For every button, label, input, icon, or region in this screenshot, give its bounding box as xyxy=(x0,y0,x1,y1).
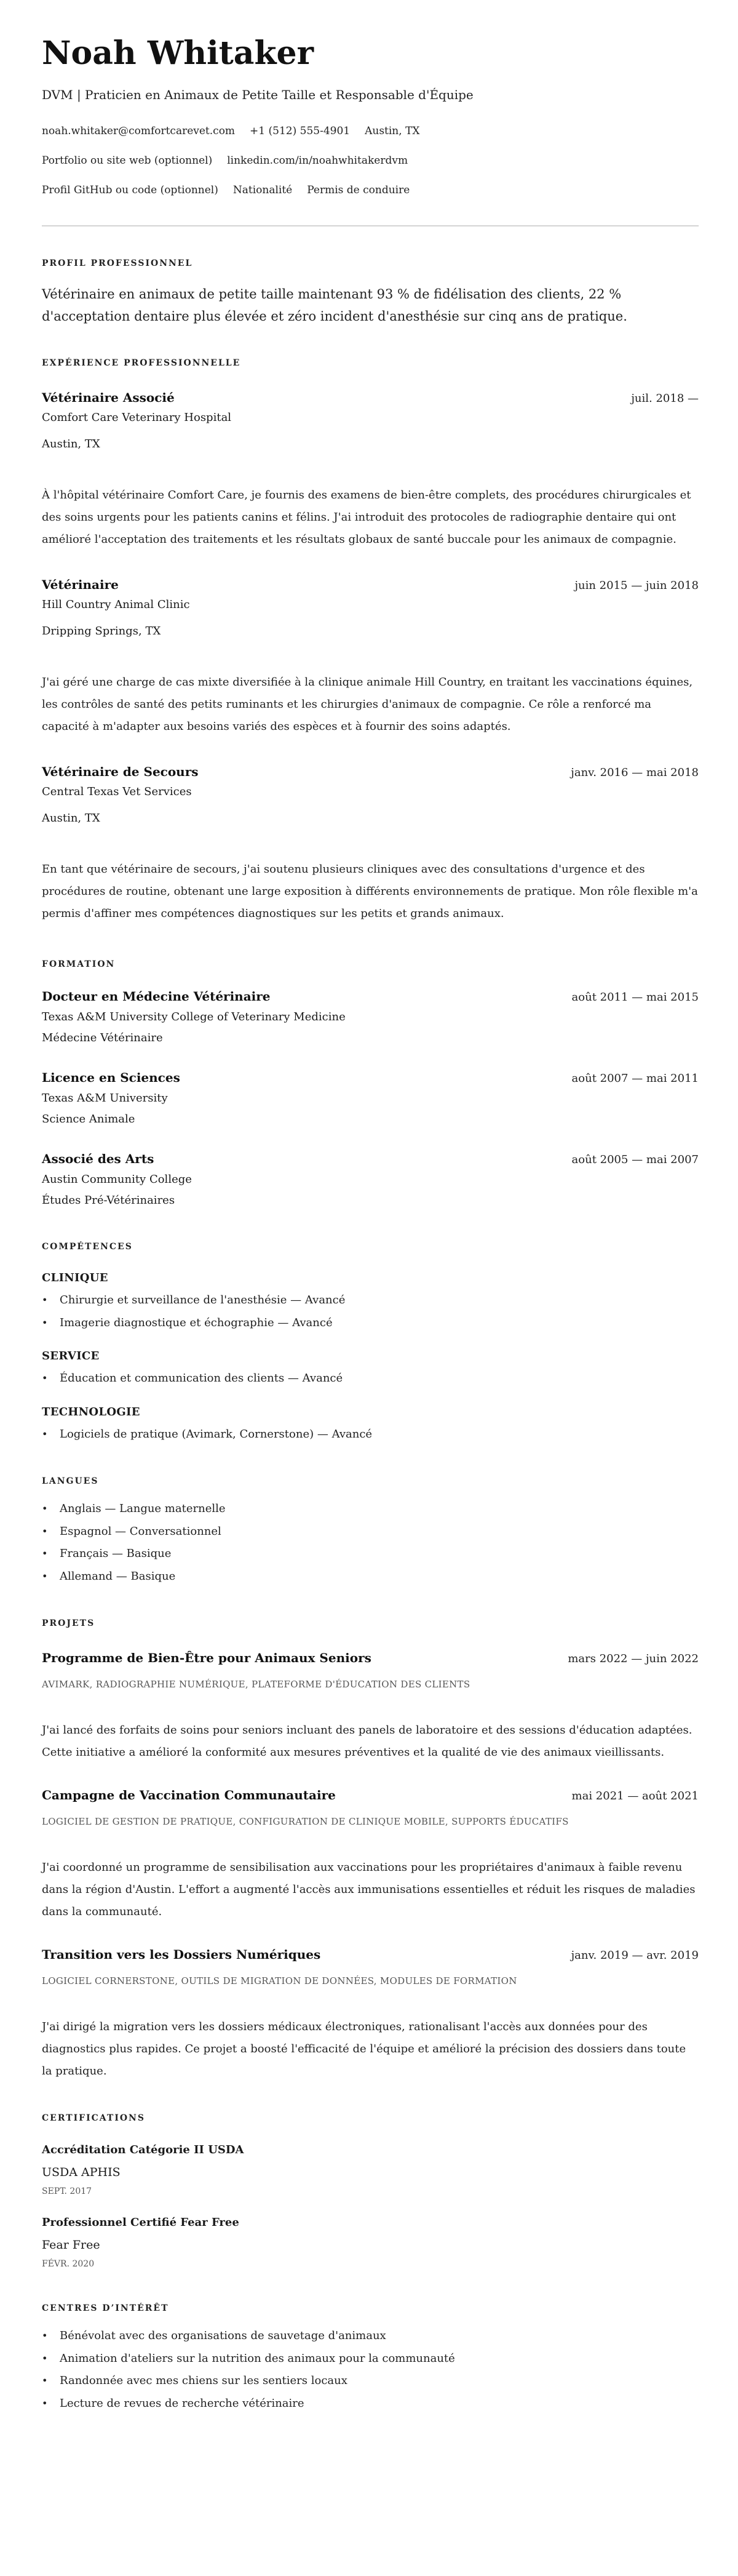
contact-line xyxy=(42,122,699,140)
job-company: Hill Country Animal Clinic xyxy=(42,598,190,611)
nationality: Nationalité xyxy=(232,184,293,196)
degree-title: Associé des Arts xyxy=(42,1151,154,1166)
job-company: Central Texas Vet Services xyxy=(42,785,192,798)
candidate-headline: DVM | Praticien en Animaux de Petite Taille et Responsable d'Équipe xyxy=(42,87,474,102)
project-description: J'ai dirigé la migration vers les dossiers médicaux électroniques, rationalisant l'accès aux données pour des diagnostics plus rapides. Ce projet a boosté l'efficacité de l'équipe et amélioré la précision des dossiers dans toute la pratique. xyxy=(42,2020,686,2078)
skill-list xyxy=(42,1367,699,1390)
contact-line xyxy=(42,152,699,169)
skills-section xyxy=(42,1241,699,1446)
language-item: • Français — Basique xyxy=(42,1543,699,1566)
skill-category: CLINIQUE xyxy=(42,1271,108,1284)
education-dates: août 2005 — mai 2007 xyxy=(571,1153,699,1166)
candidate-name: Noah Whitaker xyxy=(42,34,314,72)
skill-list xyxy=(42,1289,699,1334)
job-location: Austin, TX xyxy=(42,438,100,450)
skill-item: • Imagerie diagnostique et échographie — Avancé xyxy=(42,1312,699,1335)
project-dates: mars 2022 — juin 2022 xyxy=(568,1652,699,1665)
summary-section xyxy=(42,257,699,327)
language-item: • Allemand — Basique xyxy=(42,1566,699,1588)
drivers-license: Permis de conduire xyxy=(307,184,410,196)
skill-item: • Logiciels de pratique (Avimark, Cornerstone) — Avancé xyxy=(42,1423,699,1446)
school-name: Austin Community College xyxy=(42,1173,192,1186)
field-of-study: Médecine Vétérinaire xyxy=(42,1031,163,1044)
project-description: J'ai coordonné un programme de sensibilisation aux vaccinations pour les propriétaires d'animaux à faible revenu dans la région d'Austin. L'effort a augmenté l'accès aux immunisations essentielles et réduit les risques de maladies dans la communauté. xyxy=(42,1861,696,1918)
interest-list xyxy=(42,2325,699,2415)
job-location: Austin, TX xyxy=(42,812,100,825)
certifications-section xyxy=(42,2112,699,2270)
skill-list xyxy=(42,1423,699,1446)
certification-date: SEPT. 2017 xyxy=(42,2186,92,2196)
github-link[interactable]: Profil GitHub ou code (optionnel) xyxy=(42,184,218,196)
job-location: Dripping Springs, TX xyxy=(42,625,161,638)
job-entry xyxy=(42,575,699,738)
project-title: Transition vers les Dossiers Numériques xyxy=(42,1947,321,1962)
project-dates: janv. 2019 — avr. 2019 xyxy=(571,1949,699,1962)
field-of-study: Science Animale xyxy=(42,1113,135,1126)
portfolio-link[interactable]: Portfolio ou site web (optionnel) xyxy=(42,154,213,167)
section-heading: CERTIFICATIONS xyxy=(42,2113,145,2123)
header-divider xyxy=(42,225,699,226)
school-name: Texas A&M University College of Veterinary Medicine xyxy=(42,1010,346,1023)
section-heading: CENTRES D’INTÉRÊT xyxy=(42,2303,169,2313)
project-entry xyxy=(42,1945,699,2082)
certification-issuer: Fear Free xyxy=(42,2238,100,2252)
job-description: J'ai géré une charge de cas mixte diversifiée à la clinique animale Hill Country, en traitant les vaccinations équines, les contrôles de santé des petits ruminants et les chirurgies d'animaux de compagnie. Ce rôle a renforcé ma capacité à m'adapter aux besoins variés des espèces et à fournir des soins adaptés. xyxy=(42,676,693,733)
job-dates: janv. 2016 — mai 2018 xyxy=(571,766,699,779)
linkedin-link[interactable]: linkedin.com/in/noahwhitakerdvm xyxy=(227,154,408,167)
summary-text: Vétérinaire en animaux de petite taille maintenant 93 % de fidélisation des clients, 22 % d'acceptation dentaire plus élevée et zéro incident d'anesthésie sur cinq ans de pratique. xyxy=(42,287,627,324)
section-heading: EXPÉRIENCE PROFESSIONNELLE xyxy=(42,358,241,368)
interest-item: • Animation d'ateliers sur la nutrition des animaux pour la communauté xyxy=(42,2348,699,2370)
job-company: Comfort Care Veterinary Hospital xyxy=(42,411,232,424)
degree-title: Docteur en Médecine Vétérinaire xyxy=(42,989,271,1004)
experience-section xyxy=(42,357,699,925)
project-entry xyxy=(42,1649,699,1764)
education-entry xyxy=(42,1068,699,1130)
education-entry xyxy=(42,987,699,1049)
certification-entry xyxy=(42,2142,699,2198)
interest-item: • Lecture de revues de recherche vétérinaire xyxy=(42,2393,699,2415)
education-dates: août 2007 — mai 2011 xyxy=(571,1072,699,1085)
interest-item: • Randonnée avec mes chiens sur les sentiers locaux xyxy=(42,2370,699,2393)
job-entry xyxy=(42,388,699,551)
section-heading: FORMATION xyxy=(42,959,116,969)
certification-title: Professionnel Certifié Fear Free xyxy=(42,2216,239,2229)
project-title: Programme de Bien-Être pour Animaux Seniors xyxy=(42,1650,371,1665)
certification-title: Accréditation Catégorie II USDA xyxy=(42,2143,244,2156)
job-dates: juil. 2018 — xyxy=(631,392,699,405)
certification-date: FÉVR. 2020 xyxy=(42,2259,95,2269)
school-name: Texas A&M University xyxy=(42,1092,168,1105)
project-entry xyxy=(42,1786,699,1923)
interests-section xyxy=(42,2302,699,2415)
section-heading: PROFIL PROFESSIONNEL xyxy=(42,258,193,268)
project-tech: LOGICIEL DE GESTION DE PRATIQUE, CONFIGURATION DE CLINIQUE MOBILE, SUPPORTS ÉDUCATIFS xyxy=(42,1816,569,1827)
skill-item: • Chirurgie et surveillance de l'anesthésie — Avancé xyxy=(42,1289,699,1312)
interest-item: • Bénévolat avec des organisations de sauvetage d'animaux xyxy=(42,2325,699,2348)
language-list xyxy=(42,1498,699,1588)
education-dates: août 2011 — mai 2015 xyxy=(571,991,699,1004)
job-entry xyxy=(42,762,699,925)
language-item: • Anglais — Langue maternelle xyxy=(42,1498,699,1521)
job-title: Vétérinaire Associé xyxy=(42,390,175,405)
section-heading: LANGUES xyxy=(42,1476,99,1486)
job-title: Vétérinaire de Secours xyxy=(42,764,199,779)
section-heading: PROJETS xyxy=(42,1618,95,1628)
education-entry xyxy=(42,1150,699,1211)
field-of-study: Études Pré-Vétérinaires xyxy=(42,1194,175,1207)
contact-info xyxy=(42,122,699,199)
language-item: • Espagnol — Conversationnel xyxy=(42,1521,699,1543)
skill-item: • Éducation et communication des clients — Avancé xyxy=(42,1367,699,1390)
certification-issuer: USDA APHIS xyxy=(42,2166,121,2179)
skill-category: SERVICE xyxy=(42,1350,100,1362)
contact-line xyxy=(42,182,699,199)
project-tech: AVIMARK, RADIOGRAPHIE NUMÉRIQUE, PLATEFORME D'ÉDUCATION DES CLIENTS xyxy=(42,1679,470,1690)
certification-entry xyxy=(42,2215,699,2270)
job-title: Vétérinaire xyxy=(42,577,119,592)
section-heading: COMPÉTENCES xyxy=(42,1242,133,1252)
degree-title: Licence en Sciences xyxy=(42,1070,180,1085)
skill-category: TECHNOLOGIE xyxy=(42,1405,140,1418)
resume-header xyxy=(42,34,699,226)
projects-section xyxy=(42,1617,699,2082)
job-description: À l'hôpital vétérinaire Comfort Care, je fournis des examens de bien-être complets, des procédures chirurgicales et des soins urgents pour les patients canins et félins. J'ai introduit des protocoles de radiographie dentaire qui ont amélioré l'acceptation des traitements et les résultats globaux de santé buccale pour les animaux de compagnie. xyxy=(42,489,691,546)
languages-section xyxy=(42,1475,699,1588)
education-section xyxy=(42,958,699,1211)
project-title: Campagne de Vaccination Communautaire xyxy=(42,1788,336,1802)
location: Austin, TX xyxy=(365,125,420,137)
job-description: En tant que vétérinaire de secours, j'ai soutenu plusieurs cliniques avec des consultations d'urgence et des procédures de routine, obtenant une large exposition à différents environnements de pratique. Mon rôle flexible m'a permis d'affiner mes compétences diagnostiques sur les petits et grands animaux. xyxy=(42,863,698,920)
job-dates: juin 2015 — juin 2018 xyxy=(574,579,699,592)
phone-number: +1 (512) 555-4901 xyxy=(250,125,351,137)
project-description: J'ai lancé des forfaits de soins pour seniors incluant des panels de laboratoire et des sessions d'éducation adaptées. Cette initiative a amélioré la conformité aux mesures préventives et la qualité de vie des animaux vieillissants. xyxy=(42,1724,692,1759)
project-tech: LOGICIEL CORNERSTONE, OUTILS DE MIGRATION DE DONNÉES, MODULES DE FORMATION xyxy=(42,1975,517,1986)
email-link[interactable]: noah.whitaker@comfortcarevet.com xyxy=(42,125,236,137)
project-dates: mai 2021 — août 2021 xyxy=(571,1790,699,1802)
